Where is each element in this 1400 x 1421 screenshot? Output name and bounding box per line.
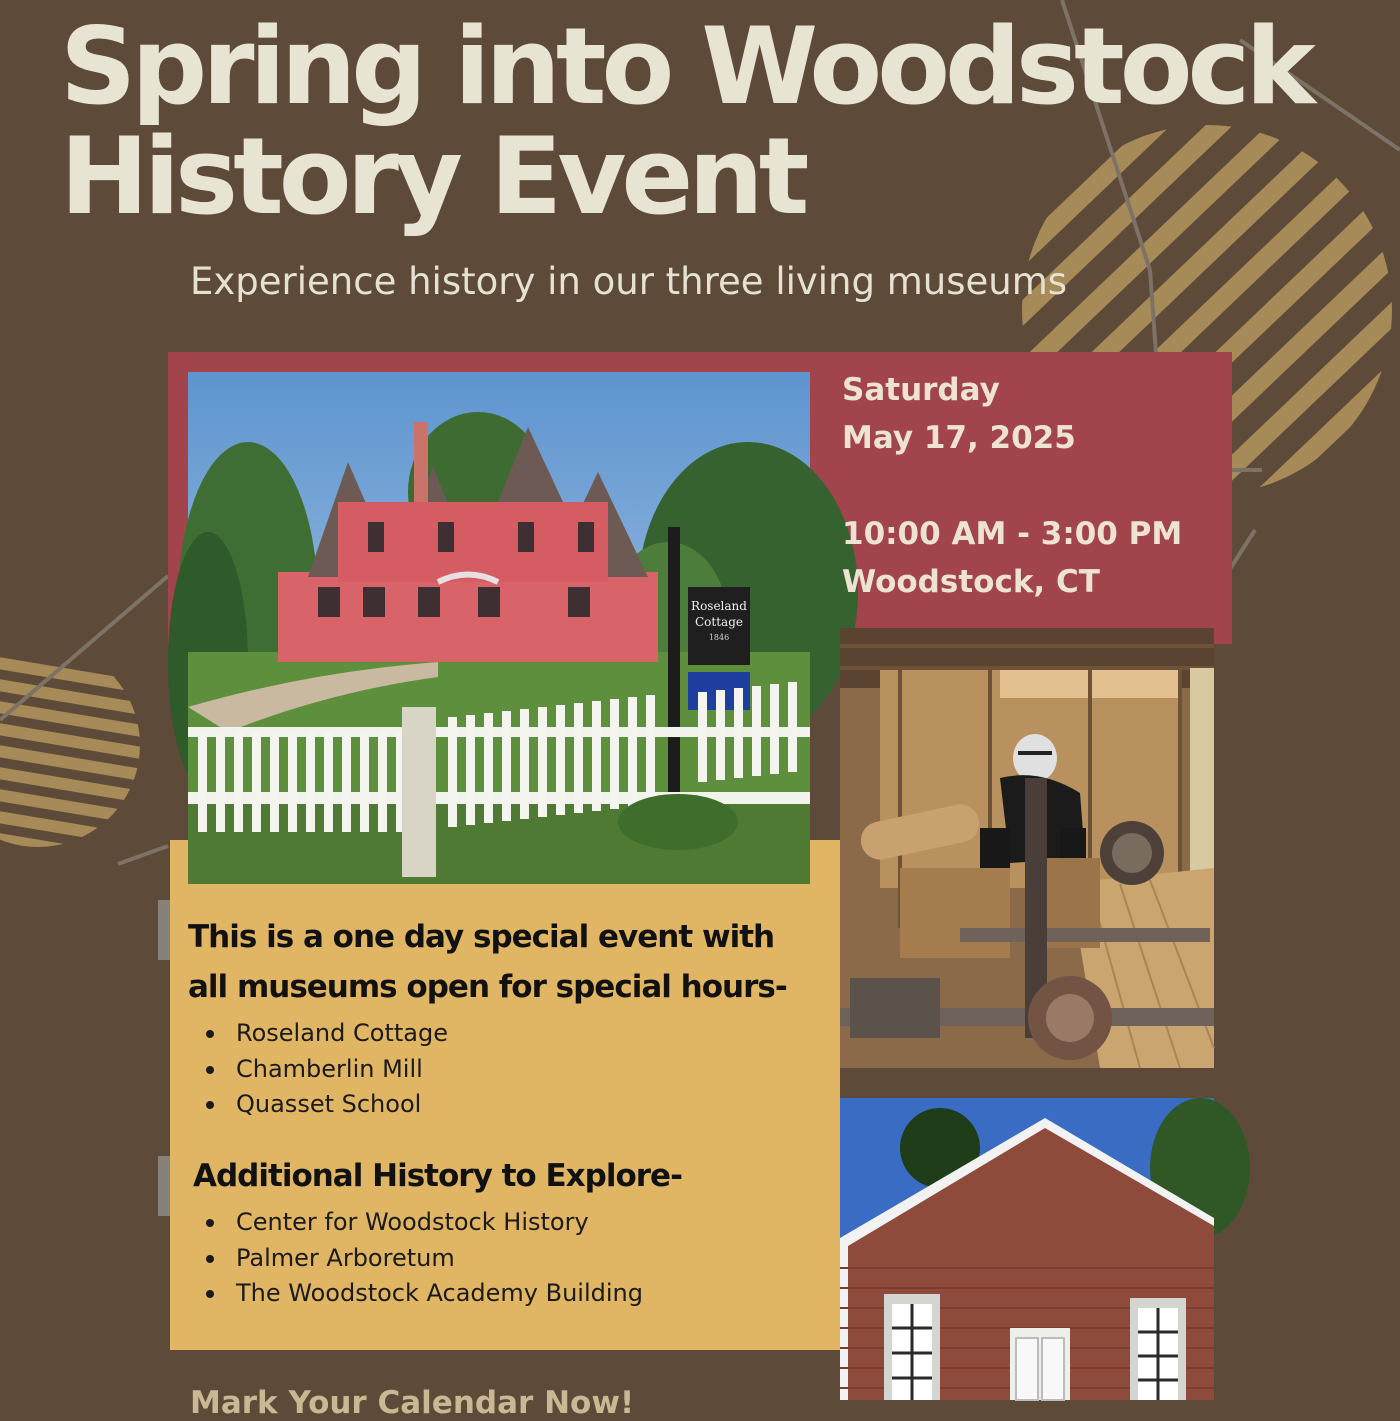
sign-text: Cottage bbox=[695, 615, 743, 629]
list-item: Roseland Cottage bbox=[200, 1016, 448, 1052]
list-item: Palmer Arboretum bbox=[200, 1241, 643, 1277]
event-location: Woodstock, CT bbox=[842, 564, 1100, 600]
event-heading-line-2: all museums open for special hours- bbox=[188, 969, 787, 1005]
event-time: 10:00 AM - 3:00 PM bbox=[842, 516, 1183, 552]
event-description-heading bbox=[188, 912, 787, 1012]
striped-circle-left bbox=[0, 650, 160, 866]
sign-text: Roseland bbox=[691, 599, 747, 613]
additional-history-heading: Additional History to Explore- bbox=[193, 1158, 682, 1194]
list-item: Center for Woodstock History bbox=[200, 1205, 643, 1241]
list-item: Quasset School bbox=[200, 1087, 448, 1123]
chamberlin-mill-photo bbox=[840, 628, 1214, 1068]
title-line-2: History Event bbox=[60, 115, 805, 238]
panel-tab bbox=[158, 1156, 170, 1216]
sign-text: 1846 bbox=[708, 633, 730, 642]
subtitle: Experience history in our three living museums bbox=[190, 260, 1068, 303]
list-item: Chamberlin Mill bbox=[200, 1052, 448, 1088]
event-date: May 17, 2025 bbox=[842, 420, 1076, 456]
event-heading-line-1: This is a one day special event with bbox=[188, 919, 775, 955]
title-line-1: Spring into Woodstock bbox=[60, 5, 1311, 128]
list-item: The Woodstock Academy Building bbox=[200, 1276, 643, 1312]
quasset-school-photo bbox=[840, 1098, 1214, 1400]
panel-tab bbox=[158, 900, 170, 960]
date-day: Saturday bbox=[842, 372, 1000, 408]
footer-call-to-action: Mark Your Calendar Now! bbox=[190, 1385, 635, 1421]
roseland-cottage-photo bbox=[188, 372, 810, 884]
additional-history-list bbox=[200, 1205, 643, 1312]
event-title bbox=[60, 5, 1311, 238]
museum-list bbox=[200, 1016, 448, 1123]
